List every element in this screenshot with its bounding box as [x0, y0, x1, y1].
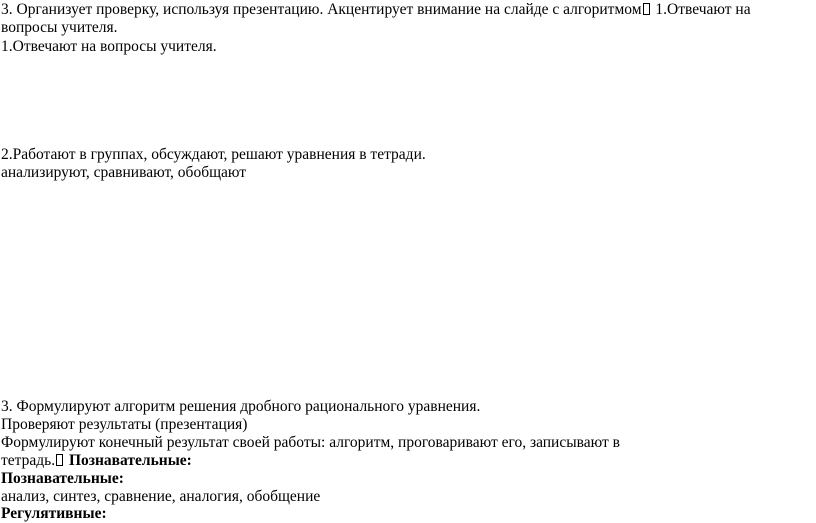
text-segment: 1.Отвечают на [651, 1, 751, 18]
section-heading-cognitive: Познавательные: [1, 470, 124, 487]
text-line-1 [1, 1, 751, 19]
text-line-9 [1, 452, 192, 470]
text-line-3: 1.Отвечают на вопросы учителя. [1, 38, 217, 55]
text-segment: 3. Организует проверку, используя презентацию. Акцентирует внимание на слайде с алгоритмом [1, 1, 642, 18]
missing-glyph-icon [56, 454, 63, 466]
text-line-7: Проверяют результаты (презентация) [1, 416, 248, 433]
text-line-11: анализ, синтез, сравнение, аналогия, обобщение [1, 488, 321, 505]
text-segment: тетрадь. [1, 452, 56, 469]
text-line-2: вопросы учителя. [1, 19, 118, 36]
text-line-4: 2.Работают в группах, обсуждают, решают уравнения в тетради. [1, 146, 426, 163]
text-line-6: 3. Формулируют алгоритм решения дробного рационального уравнения. [1, 398, 481, 415]
text-line-8: Формулируют конечный результат своей работы: алгоритм, проговаривают его, записывают в [1, 434, 620, 451]
section-label: Познавательные: [65, 452, 192, 469]
missing-glyph-icon [643, 3, 650, 15]
text-line-5: анализируют, сравнивают, обобщают [1, 164, 247, 181]
section-heading-regulatory: Регулятивные: [1, 505, 107, 522]
